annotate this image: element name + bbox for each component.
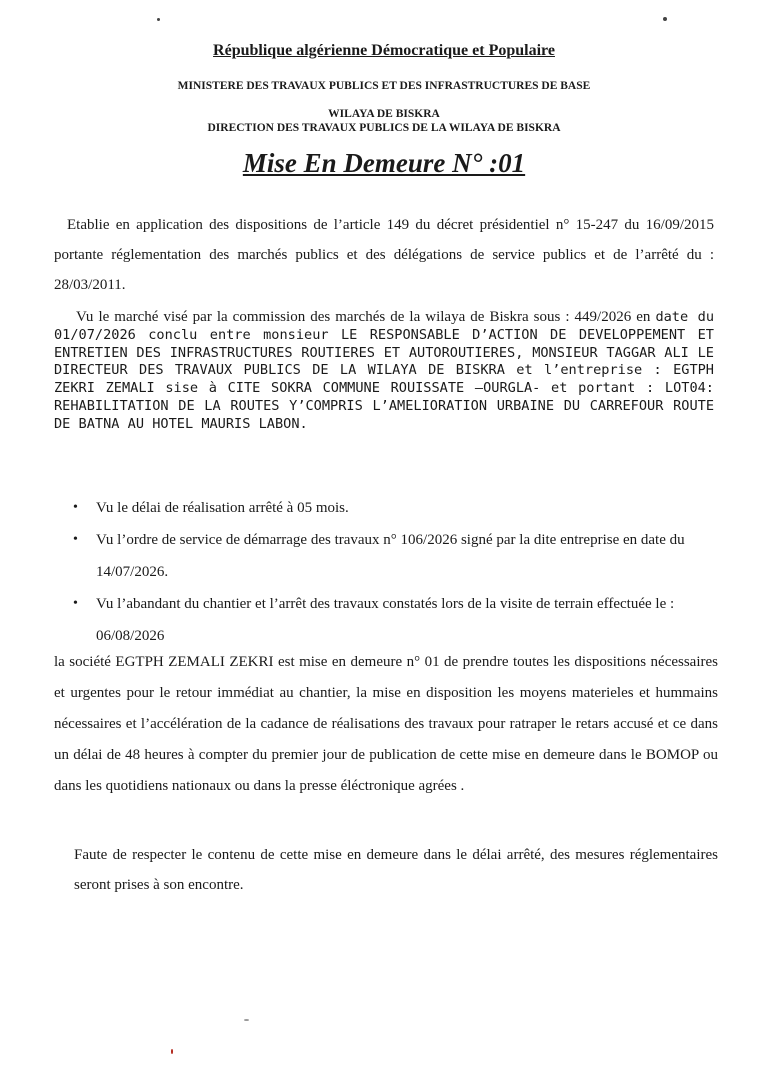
bullet-dot-icon: •: [73, 532, 78, 547]
scan-speck: [663, 17, 667, 21]
scan-speck: [244, 1019, 249, 1021]
market-paragraph-body: date du 01/07/2026 conclu entre monsieur LE RESPONSABLE D’ACTION DE DEVELOPPEMENT ET ENTRETIEN DES INFRASTRUCTURES ROUTIERES ET AUTOROUTIERES, MONSIEUR TAGGAR ALI LE DIRECTEUR DES TRAVAUX PUBLICS DE LA WILAYA DE BISKRA et l’entreprise : EGTPH ZEKRI ZEMALI sise à CITE SOKRA COMMUNE ROUISSATE –OURGLA- et portant : LOT04: REHABILITATION DE LA ROUTES Y’COMPRIS L’AMELIORATION URBAINE DU CARREFOUR ROUTE DE BATNA AU HOTEL MAURIS LABON.: [54, 309, 715, 432]
ministry-heading: MINISTERE DES TRAVAUX PUBLICS ET DES INFRASTRUCTURES DE BASE: [177, 80, 591, 92]
scan-speck: [157, 18, 160, 21]
market-paragraph: [54, 309, 714, 434]
intro-paragraph: Etablie en application des dispositions de l’article 149 du décret présidentiel n° 15-247 du 16/09/2015 portante réglementation des marchés publics et des délégations de service publics et de l’arrêté du : 28/03/2011.: [54, 217, 714, 293]
scan-speck: [171, 1049, 173, 1054]
bullet-item: [73, 524, 720, 588]
republic-heading: République algérienne Démocratique et Populaire: [213, 42, 555, 59]
document-title: Mise En Demeure N° :01: [242, 148, 526, 178]
market-paragraph-intro: Vu le marché visé par la commission des marchés de la wilaya de Biskra sous : 449/2026 en: [76, 309, 651, 325]
closing-paragraph: Faute de respecter le contenu de cette mise en demeure dans le délai arrêté, des mesures réglementaires seront prises à son encontre.: [74, 847, 718, 893]
notice-paragraph: la société EGTPH ZEMALI ZEKRI est mise en demeure n° 01 de prendre toutes les dispositions nécessaires et urgentes pour le retour immédiat au chantier, la mise en disposition les moyens materieles et hummains nécessaires et l’accélération de la cadance de réalisations des travaux pour ratraper le retars accusé et ce dans un délai de 48 heures à compter du premier jour de publication de cette mise en demeure dans le BOMOP ou dans les quotidiens nationaux ou dans la presse éléctronique agrées .: [54, 654, 718, 794]
bullet-item: [73, 588, 720, 652]
direction-heading: DIRECTION DES TRAVAUX PUBLICS DE LA WILAYA DE BISKRA: [207, 122, 561, 134]
bullet-item: [73, 492, 720, 524]
wilaya-heading: WILAYA DE BISKRA: [328, 108, 440, 120]
bullet-text: Vu l’ordre de service de démarrage des travaux n° 106/2026 signé par la dite entreprise en date du 14/07/2026.: [96, 532, 685, 580]
bullet-text: Vu le délai de réalisation arrêté à 05 mois.: [96, 500, 349, 516]
bullet-dot-icon: •: [73, 596, 78, 611]
bullet-dot-icon: •: [73, 500, 78, 515]
bullet-text: Vu l’abandant du chantier et l’arrêt des travaux constatés lors de la visite de terrain effectuée le : 06/08/2026: [96, 596, 675, 644]
